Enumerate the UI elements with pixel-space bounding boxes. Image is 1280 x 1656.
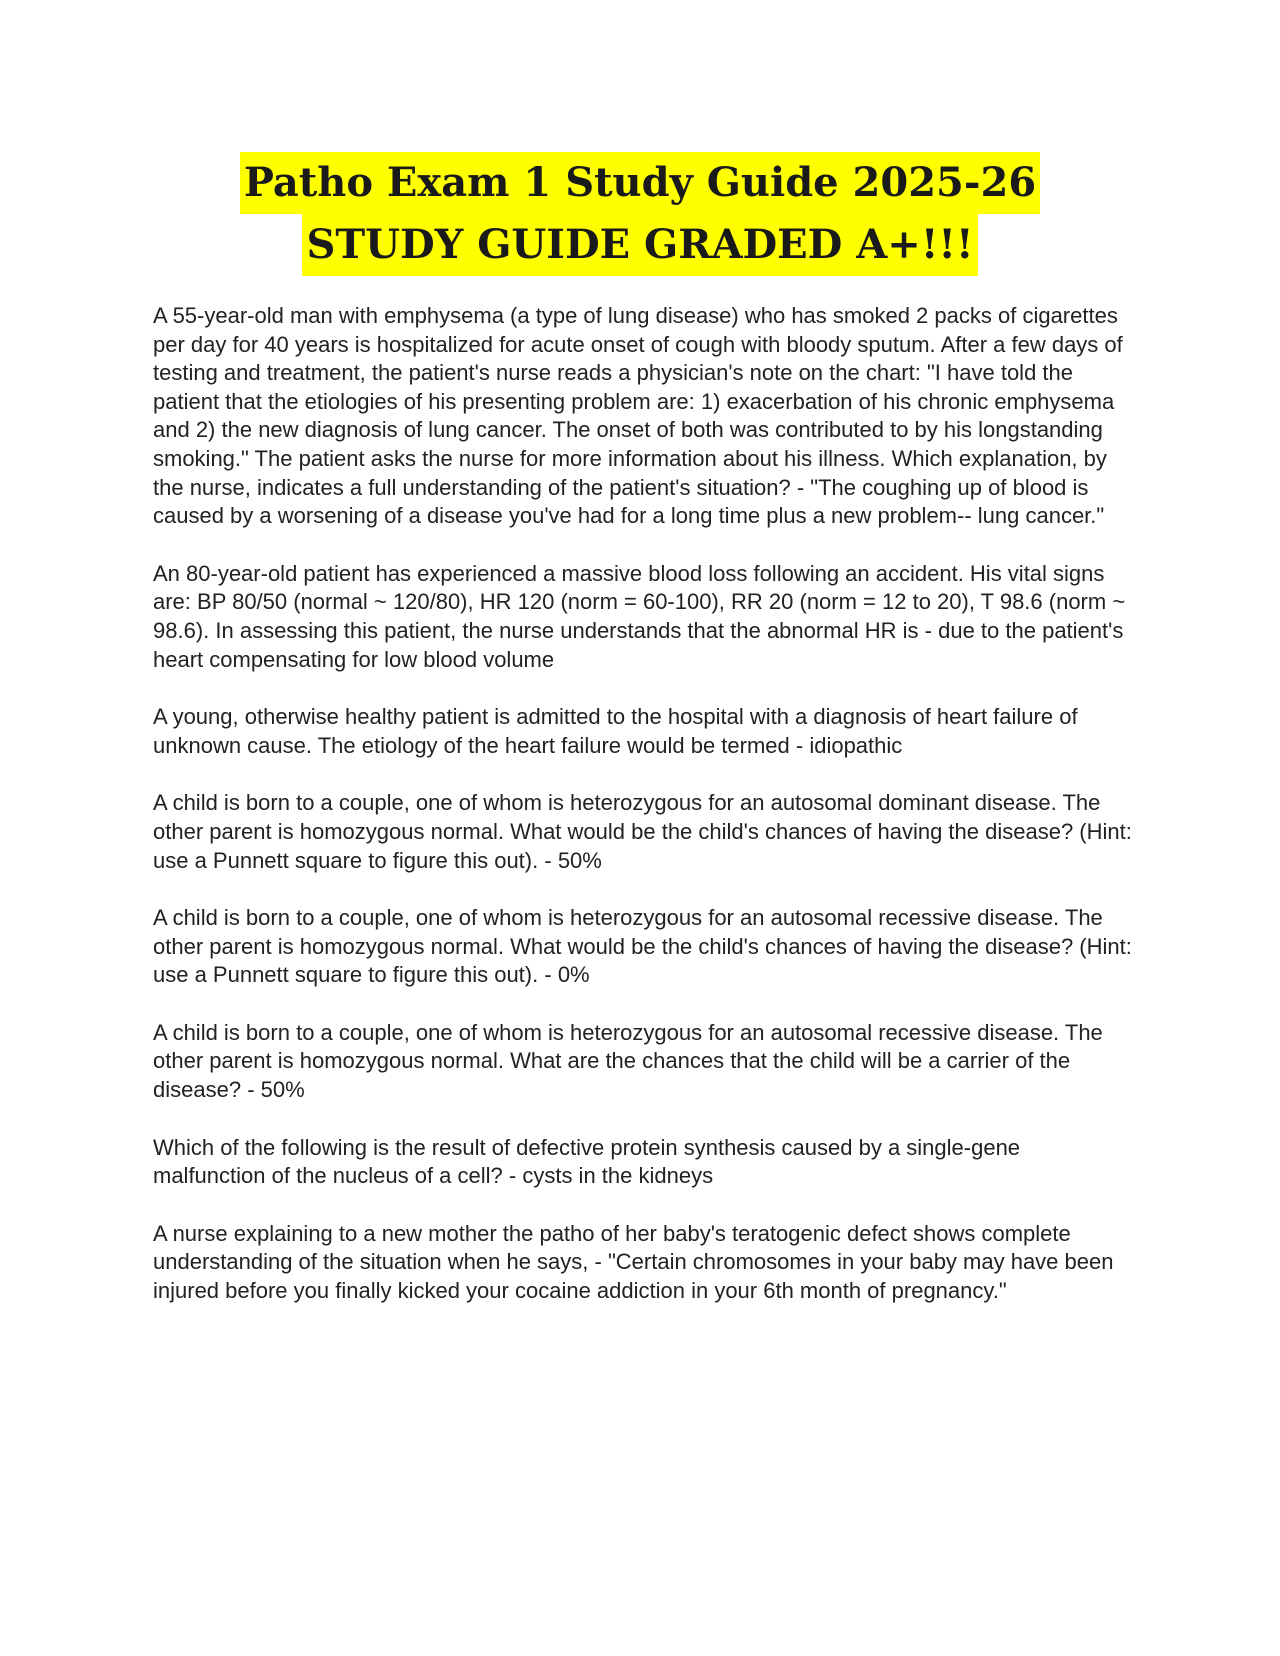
qa-entry-6: A child is born to a couple, one of whom is heterozygous for an autosomal recessive disease. The other parent is homozygous normal. What are the chances that the child will be a carrier of the disease? - 50% [153,1019,1103,1103]
qa-entry-1: A 55-year-old man with emphysema (a type of lung disease) who has smoked 2 packs of cigarettes per day for 40 years is hospitalized for acute onset of cough with bloody sputum. After a few days of testing and treatment, the patient's nurse reads a physician's note on the chart: "I have told the patient that the etiologies of his presenting problem are: 1) exacerbation of his chronic emphysema and 2) the new diagnosis of lung cancer. The onset of both was contributed to by his longstanding smoking." The patient asks the nurse for more information about his illness. Which explanation, by the nurse, indicates a full understanding of the patient's situation? - "The coughing up of blood is caused by a worsening of a disease you've had for a long time plus a new problem-- lung cancer." [153,303,1123,529]
answer-text: "The coughing up of blood is caused by a worsening of a disease you've had for a long time plus a new problem-- lung cancer." [153,474,1105,529]
answer-text: 50% [260,1077,305,1103]
qa-entry-7: Which of the following is the result of defective protein synthesis caused by a single-gene malfunction of the nucleus of a cell? - cysts in the kidneys [153,1134,1021,1189]
question-text: Which of the following is the result of defective protein synthesis caused by a single-gene malfunction of the nucleus of a cell? [153,1134,1021,1189]
title-line-2: STUDY GUIDE GRADED A+!!! [302,214,977,276]
qa-entry-3: A young, otherwise healthy patient is admitted to the hospital with a diagnosis of heart failure of unknown cause. The etiology of the heart failure would be termed - idiopathic [153,704,1078,758]
document-title [0,152,1280,276]
question-text: A nurse explaining to a new mother the patho of her baby's teratogenic defect shows complete understanding of the situation when he says, [153,1220,1071,1275]
qa-entry-2: An 80-year-old patient has experienced a massive blood loss following an accident. His vital signs are: BP 80/50 (normal ~ 120/80), HR 120 (norm = 60-100), RR 20 (norm = 12 to 20), T 98.6 (norm ~ 98.6). In assessing this patient, the nurse understands that the abnormal HR is - due to the patient's heart compensating for low blood volume [153,560,1126,672]
answer-text: cysts in the kidneys [522,1163,714,1189]
question-text: A 55-year-old man with emphysema (a type of lung disease) who has smoked 2 packs of cigarettes per day for 40 years is hospitalized for acute onset of cough with bloody sputum. After a few days of testing and treatment, the patient's nurse reads a physician's note on the chart: "I have told the patient that the etiologies of his presenting problem are: 1) exacerbation of his chronic emphysema and 2) the new diagnosis of lung cancer. The onset of both was contributed to by his longstanding smoking." The patient asks the nurse for more information about his illness. Which explanation, by the nurse, indicates a full understanding of the patient's situation? [153,303,1123,500]
question-text: A child is born to a couple, one of whom is heterozygous for an autosomal dominant disease. The other parent is homozygous normal. What would be the child's chances of having the disease? (Hint: use a Punnett square to figure this out). [153,790,1132,873]
question-text: An 80-year-old patient has experienced a massive blood loss following an accident. His vital signs are: BP 80/50 (normal ~ 120/80), HR 120 (norm = 60-100), RR 20 (norm = 12 to 20), T 98.6 (norm ~ 98.6). In assessing this patient, the nurse understands that the abnormal HR is [153,560,1126,643]
qa-entry-5: A child is born to a couple, one of whom is heterozygous for an autosomal recessive disease. The other parent is homozygous normal. What would be the child's chances of having the disease? (Hint: use a Punnett square to figure this out). - 0% [153,905,1132,988]
answer-text: due to the patient's heart compensating for low blood volume [153,617,1124,672]
question-text: A young, otherwise healthy patient is admitted to the hospital with a diagnosis of heart failure of unknown cause. The etiology of the heart failure would be termed [153,704,1078,758]
answer-text: "Certain chromosomes in your baby may have been injured before you finally kicked your cocaine addiction in your 6th month of pregnancy." [153,1249,1114,1304]
answer-text: idiopathic [809,732,903,758]
qa-entry-4: A child is born to a couple, one of whom is heterozygous for an autosomal dominant disease. The other parent is homozygous normal. What would be the child's chances of having the disease? (Hint: use a Punnett square to figure this out). - 50% [153,790,1132,873]
title-line-1: Patho Exam 1 Study Guide 2025-26 [240,152,1040,214]
question-text: A child is born to a couple, one of whom is heterozygous for an autosomal recessive disease. The other parent is homozygous normal. What are the chances that the child will be a carrier of the disease? [153,1019,1103,1103]
answer-text: 0% [557,962,590,988]
study-guide-content [153,302,1133,1335]
answer-text: 50% [557,847,602,873]
question-text: A child is born to a couple, one of whom is heterozygous for an autosomal recessive disease. The other parent is homozygous normal. What would be the child's chances of having the disease? (Hint: use a Punnett square to figure this out). [153,905,1132,988]
qa-entry-8: A nurse explaining to a new mother the patho of her baby's teratogenic defect shows complete understanding of the situation when he says, - "Certain chromosomes in your baby may have been injured before you finally kicked your cocaine addiction in your 6th month of pregnancy." [153,1220,1114,1304]
